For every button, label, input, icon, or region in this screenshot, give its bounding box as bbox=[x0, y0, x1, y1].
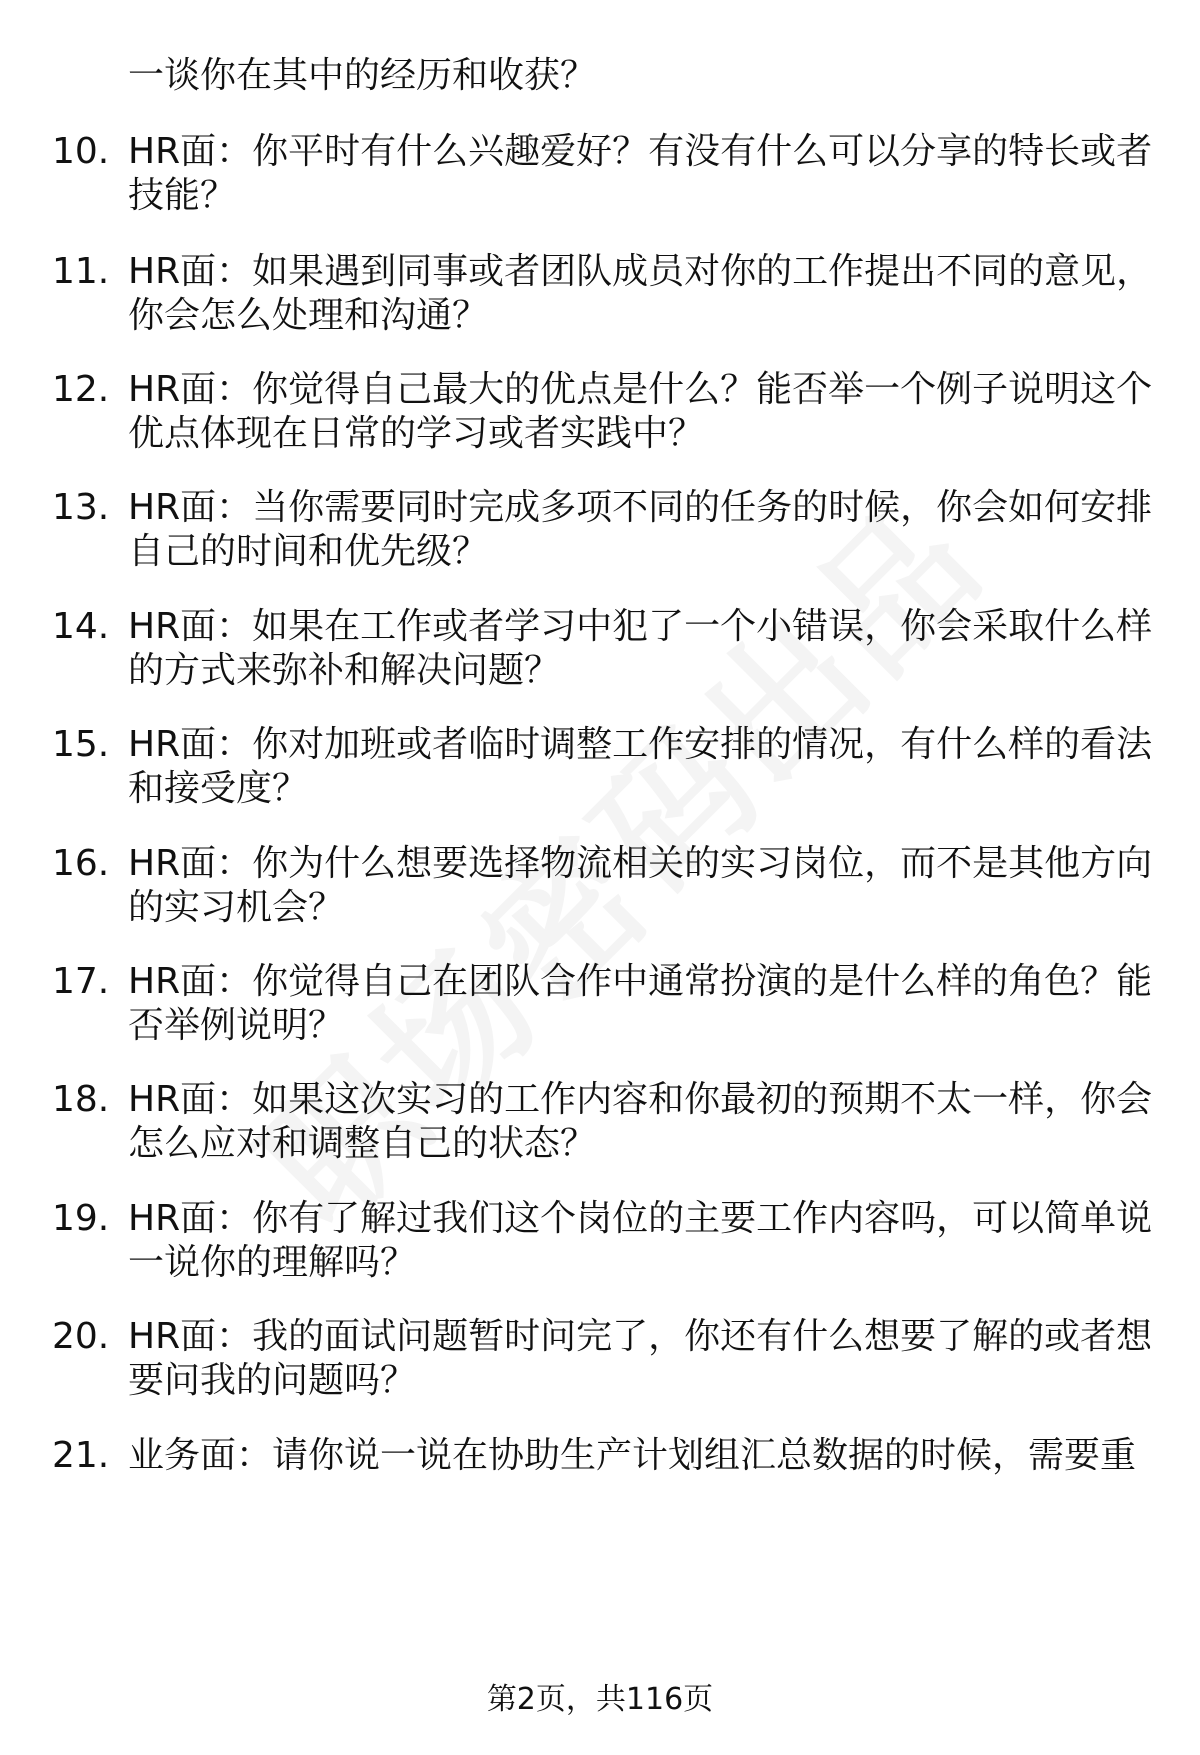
item-13-number: 13. bbox=[52, 487, 110, 528]
item-18-line-0: HR面：如果这次实习的工作内容和你最初的预期不太一样，你会 bbox=[128, 1079, 1153, 1120]
item-12-number: 12. bbox=[52, 369, 110, 410]
item-10-line-0: HR面：你平时有什么兴趣爱好？有没有什么可以分享的特长或者 bbox=[128, 131, 1153, 172]
item-12-line-1: 优点体现在日常的学习或者实践中？ bbox=[128, 413, 705, 454]
item-11-line-0: HR面：如果遇到同事或者团队成员对你的工作提出不同的意见， bbox=[128, 251, 1153, 292]
item-20-line-0: HR面：我的面试问题暂时问完了，你还有什么想要了解的或者想 bbox=[128, 1316, 1153, 1357]
item-19-line-1: 一说你的理解吗？ bbox=[128, 1242, 417, 1283]
item-13-line-0: HR面：当你需要同时完成多项不同的任务的时候，你会如何安排 bbox=[128, 487, 1153, 528]
item-19-line-0: HR面：你有了解过我们这个岗位的主要工作内容吗，可以简单说 bbox=[128, 1198, 1153, 1239]
item-17-line-0: HR面：你觉得自己在团队合作中通常扮演的是什么样的角色？能 bbox=[128, 961, 1153, 1002]
item-10-line-1: 技能？ bbox=[128, 175, 237, 216]
item-18-number: 18. bbox=[52, 1079, 110, 1120]
item-14-line-1: 的方式来弥补和解决问题？ bbox=[128, 650, 561, 691]
item-13-line-1: 自己的时间和优先级？ bbox=[128, 531, 489, 572]
item-11-line-1: 你会怎么处理和沟通？ bbox=[128, 295, 489, 336]
item-21-number: 21. bbox=[52, 1435, 110, 1476]
item-18-line-1: 怎么应对和调整自己的状态？ bbox=[128, 1123, 597, 1164]
item-17-number: 17. bbox=[52, 961, 110, 1002]
item-16-line-0: HR面：你为什么想要选择物流相关的实习岗位，而不是其他方向 bbox=[128, 843, 1153, 884]
item-21-line-0: 业务面：请你说一说在协助生产计划组汇总数据的时候，需要重 bbox=[128, 1435, 1137, 1476]
item-11-number: 11. bbox=[52, 251, 110, 292]
item-0-line-0: 一谈你在其中的经历和收获？ bbox=[128, 55, 597, 96]
item-10-number: 10. bbox=[52, 131, 110, 172]
item-20-line-1: 要问我的问题吗？ bbox=[128, 1360, 417, 1401]
item-16-line-1: 的实习机会？ bbox=[128, 887, 345, 928]
item-20-number: 20. bbox=[52, 1316, 110, 1357]
item-16-number: 16. bbox=[52, 843, 110, 884]
item-19-number: 19. bbox=[52, 1198, 110, 1239]
item-14-line-0: HR面：如果在工作或者学习中犯了一个小错误，你会采取什么样 bbox=[128, 606, 1153, 647]
page-footer: 第2页，共116页 bbox=[486, 1682, 714, 1717]
item-17-line-1: 否举例说明？ bbox=[128, 1005, 345, 1046]
item-15-line-0: HR面：你对加班或者临时调整工作安排的情况，有什么样的看法 bbox=[128, 724, 1153, 765]
item-15-line-1: 和接受度？ bbox=[128, 768, 309, 809]
item-12-line-0: HR面：你觉得自己最大的优点是什么？能否举一个例子说明这个 bbox=[128, 369, 1153, 410]
item-15-number: 15. bbox=[52, 724, 110, 765]
item-14-number: 14. bbox=[52, 606, 110, 647]
